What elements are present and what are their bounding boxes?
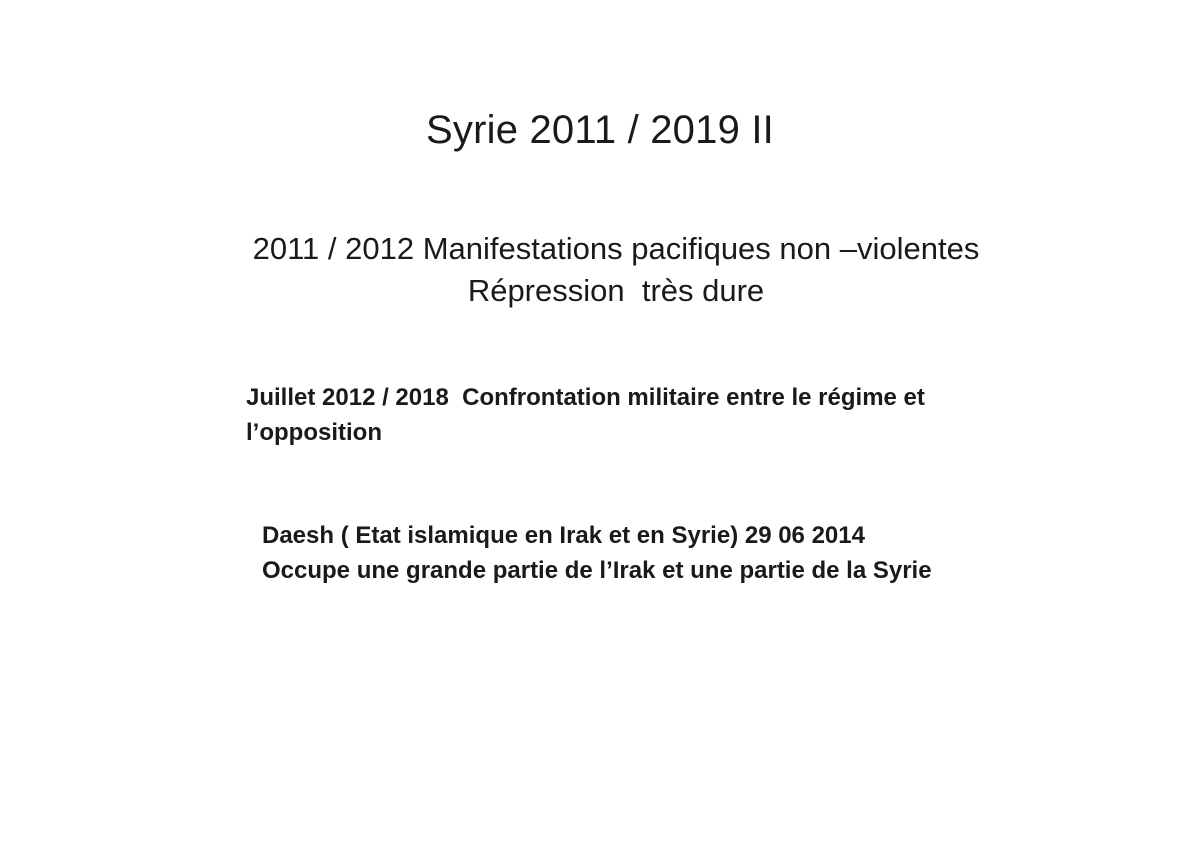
phase-military-line-2: l’opposition (246, 419, 382, 446)
phase-daesh (262, 518, 1022, 588)
phase-military-confrontation (246, 380, 986, 450)
phase-protests-line-2: Répression très dure (467, 273, 765, 308)
phase-daesh-line-2: Occupe une grande partie de l’Irak et une partie de la Syrie (262, 557, 932, 584)
phase-protests-line-1: 2011 / 2012 Manifestations pacifiques non –violentes (252, 231, 980, 266)
phase-protests (232, 228, 1000, 312)
slide-title: Syrie 2011 / 2019 II (426, 108, 774, 152)
phase-daesh-line-1: Daesh ( Etat islamique en Irak et en Syrie) 29 06 2014 (262, 522, 865, 549)
phase-military-line-1: Juillet 2012 / 2018 Confrontation militaire entre le régime et (246, 384, 925, 411)
